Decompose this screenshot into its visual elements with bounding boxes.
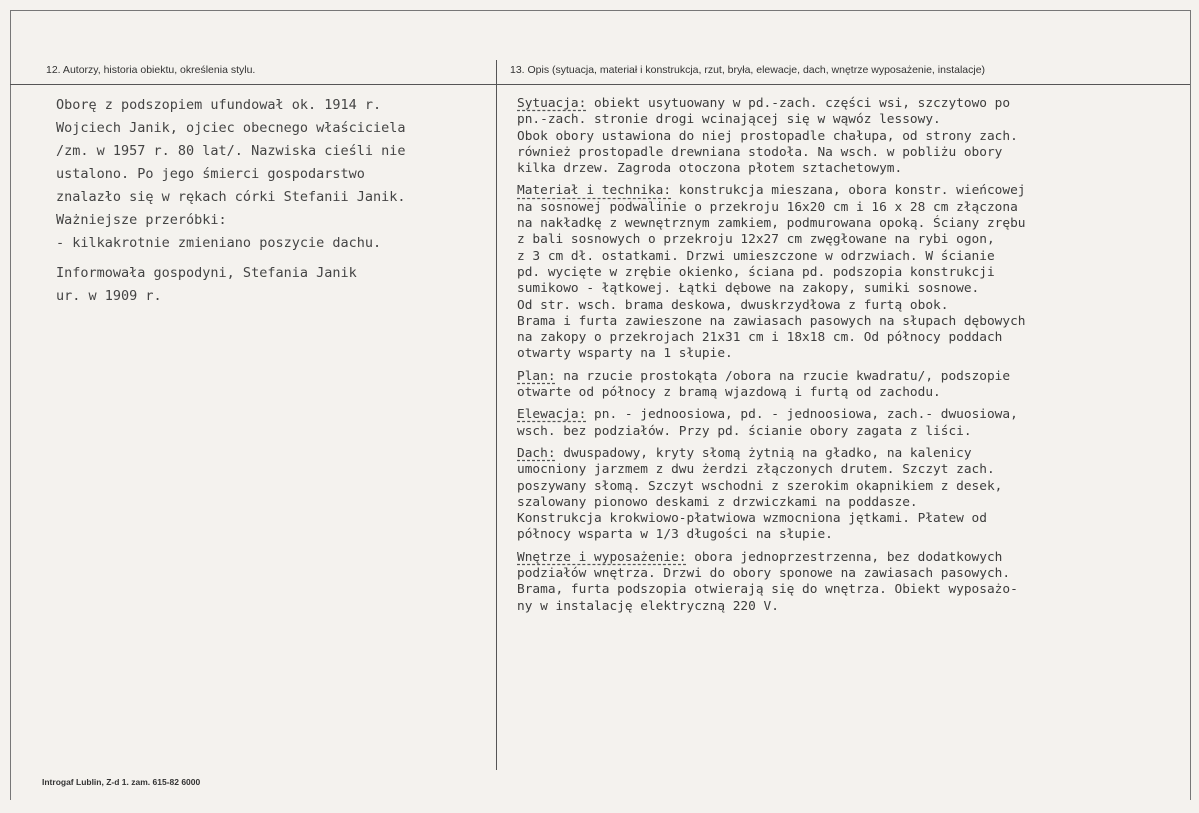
section-first-line (517, 407, 1185, 423)
section-13-heading: 13. Opis (sytuacja, materiał i konstrukcja, rzut, bryła, elewacje, dach, wnętrze wyposażenie, instalacje) (510, 64, 986, 76)
section-line: z bali sosnowych o przekroju 12x27 cm zwęgłowane na rybi ogon, (517, 232, 995, 248)
section-first-line (517, 446, 1185, 462)
section-line: poszywany słomą. Szczyt wschodni z szerokim okapnikiem z desek, (517, 478, 1003, 494)
frame-top-border (10, 10, 1190, 11)
section-line: pn.-zach. stronie drogi wcinającej się w wąwóz lessowy. (517, 112, 941, 128)
section-label: Dach: (517, 445, 556, 461)
section-plan (517, 369, 1185, 402)
section-roof (517, 446, 1185, 544)
section-line: otwarty wsparty na 1 słupie. (517, 346, 733, 362)
section-line: szalowany pionowo deskami z drzwiczkami na poddasze. (517, 494, 918, 510)
section-line: podziałów wnętrza. Drzwi do obory sponowe na zawiasach pasowych. (517, 566, 1011, 582)
section-first-line (517, 550, 1185, 566)
section-material-technique (517, 183, 1185, 362)
history-line: /zm. w 1957 r. 80 lat/. Nazwiska cieśli nie (56, 143, 406, 159)
section-label: Plan: (517, 368, 556, 384)
section-line: Brama i furta zawieszone na zawiasach pasowych na słupach dębowych (517, 313, 1026, 329)
section-line: wsch. bez podziałów. Przy pd. ścianie obory zagata z liści. (517, 423, 972, 439)
history-line: ustalono. Po jego śmierci gospodarstwo (56, 166, 365, 182)
paragraph-gap (56, 255, 486, 262)
history-line: znalazło się w rękach córki Stefanii Janik. (56, 189, 406, 205)
section-line: na nakładkę z wewnętrznym zamkiem, podmurowana opoką. Ściany zrębu (517, 216, 1026, 232)
section-line: Brama, furta podszopia otwierają się do wnętrza. Obiekt wyposażo- (517, 582, 1018, 598)
history-line: - kilkakrotnie zmieniano poszycie dachu. (56, 235, 382, 251)
section-line: Konstrukcja krokwiowo-płatwiowa wzmocniona jętkami. Płatew od (517, 511, 987, 527)
frame-right-border (1190, 10, 1191, 800)
section-line: na sosnowej podwalinie o przekroju 16x20 cm i 16 x 28 cm złączona (517, 199, 1018, 215)
section-situation (517, 96, 1185, 177)
history-line: Wojciech Janik, ojciec obecnego właściciela (56, 120, 406, 136)
frame-left-border (10, 10, 11, 800)
section-first-line (517, 369, 1185, 385)
section-text: obora jednoprzestrzenna, bez dodatkowych (686, 549, 1003, 565)
section-line: ny w instalację elektryczną 220 V. (517, 598, 779, 614)
informant-line: ur. w 1909 r. (56, 288, 162, 304)
section-text: dwuspadowy, kryty słomą żytnią na gładko, na kalenicy (555, 445, 972, 461)
section-line: pd. wycięte w zrębie okienko, ściana pd. podszopia konstrukcji (517, 264, 995, 280)
section-interior (517, 550, 1185, 615)
informant-line: Informowała gospodyni, Stefania Janik (56, 265, 357, 281)
header-divider (10, 84, 1190, 85)
section-text: obiekt usytuowany w pd.-zach. części wsi, szczytowo po (586, 96, 1011, 111)
section-line: również prostopadle drewniana stodoła. Na wsch. w pobliżu obory (517, 144, 1003, 160)
section-first-line (517, 183, 1185, 199)
section-label: Wnętrze i wyposażenie: (517, 549, 687, 565)
section-label: Elewacja: (517, 407, 587, 423)
section-line: Obok obory ustawiona do niej prostopadle chałupa, od strony zach. (517, 128, 1018, 144)
section-label: Sytuacja: (517, 96, 587, 111)
section-line: na zakopy o przekrojach 21x31 cm i 18x18 cm. Od północy poddach (517, 330, 1003, 346)
section-first-line (517, 96, 1185, 112)
section-line: umocniony jarzmem z dwu żerdzi złączonych drutem. Szczyt zach. (517, 462, 995, 478)
section-elevation (517, 407, 1185, 440)
section-line: Od str. wsch. brama deskowa, dwuskrzydłowa z furtą obok. (517, 297, 949, 313)
history-line: Oborę z podszopiem ufundował ok. 1914 r. (56, 97, 382, 113)
section-line: kilka drzew. Zagroda otoczona płotem sztachetowym. (517, 161, 903, 177)
section-line: z 3 cm dł. ostatkami. Drzwi umieszczone w odrzwiach. W ścianie (517, 248, 995, 264)
column-divider (496, 60, 497, 770)
section-line: północy wsparta w 1/3 długości na słupie. (517, 527, 833, 543)
printer-imprint: Introgaf Lublin, Z-d 1. zam. 615-82 6000 (42, 777, 201, 787)
section-line: sumikowo - łątkowej. Łątki dębowe na zakopy, sumiki sosnowe. (517, 281, 980, 297)
section-text: konstrukcja mieszana, obora konstr. wieńcowej (671, 183, 1026, 199)
section-label: Materiał i technika: (517, 183, 672, 199)
history-line: Ważniejsze przeróbki: (56, 212, 227, 228)
section-line: otwarte od północy z bramą wjazdową i furtą od zachodu. (517, 385, 941, 401)
history-text-block (56, 94, 486, 308)
section-12-heading: 12. Autorzy, historia obiektu, określenia stylu. (46, 64, 256, 76)
section-text: na rzucie prostokąta /obora na rzucie kwadratu/, podszopie (555, 368, 1011, 384)
section-text: pn. - jednoosiowa, pd. - jednoosiowa, zach.- dwuosiowa, (586, 407, 1018, 423)
description-text-block (517, 96, 1185, 621)
